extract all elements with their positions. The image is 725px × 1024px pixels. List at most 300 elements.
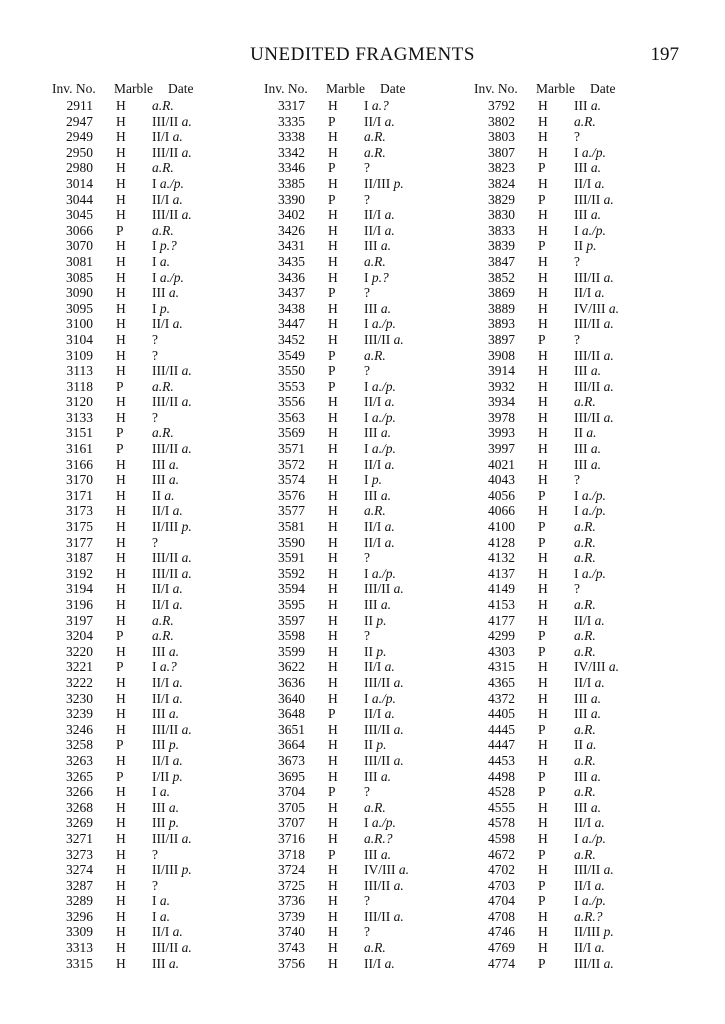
inv-number: 3194	[66, 581, 93, 597]
table-row	[50, 348, 250, 364]
inv-number: 3239	[66, 706, 93, 722]
inv-number: 3577	[278, 503, 305, 519]
date-value: II/I a.	[152, 752, 183, 768]
date-value: ?	[364, 784, 370, 800]
date-value: I a./p.	[364, 815, 396, 831]
table-row	[50, 316, 250, 332]
table-row	[472, 878, 672, 894]
date-value: ?	[152, 347, 158, 363]
table-row	[50, 425, 250, 441]
marble-type: H	[538, 503, 548, 519]
inv-header: Inv. No.	[474, 81, 518, 96]
inv-number: 4100	[488, 519, 515, 535]
date-value: III a.	[574, 160, 601, 176]
inv-number: 3591	[278, 550, 305, 566]
inv-number: 3914	[488, 363, 515, 379]
date-value: I a./p.	[574, 144, 606, 160]
date-value: I a./p.	[364, 316, 396, 332]
date-value: a.R.	[152, 628, 174, 644]
marble-type: H	[328, 300, 338, 316]
date-value: I a./p.	[574, 487, 606, 503]
table-row	[262, 847, 462, 863]
date-value: II/I a.	[364, 519, 395, 535]
inv-number: 3792	[488, 98, 515, 113]
marble-type: H	[538, 269, 548, 285]
table-row	[262, 223, 462, 239]
date-value: II/I a.	[574, 815, 605, 831]
table-row	[472, 270, 672, 286]
inv-number: 3592	[278, 565, 305, 581]
marble-type: H	[328, 565, 338, 581]
inv-number: 3829	[488, 191, 515, 207]
marble-type: P	[116, 222, 124, 238]
inv-number: 4405	[488, 706, 515, 722]
marble-type: H	[116, 799, 126, 815]
table-row	[50, 410, 250, 426]
date-value: II p.	[364, 612, 387, 628]
inv-number: 3705	[278, 799, 305, 815]
inv-number: 3287	[66, 877, 93, 893]
date-value: III/II a.	[152, 113, 192, 129]
table-row	[472, 909, 672, 925]
date-value: II/I a.	[152, 316, 183, 332]
date-value: III a.	[574, 363, 601, 379]
inv-number: 3830	[488, 207, 515, 223]
inv-number: 3268	[66, 799, 93, 815]
date-value: II/I a.	[574, 175, 605, 191]
inv-number: 4132	[488, 550, 515, 566]
date-value: II/I a.	[152, 581, 183, 597]
table-row	[472, 348, 672, 364]
table-row	[262, 207, 462, 223]
marble-type: H	[328, 581, 338, 597]
marble-type: H	[538, 347, 548, 363]
marble-type: H	[116, 706, 126, 722]
marble-type: H	[328, 924, 338, 940]
table-row	[472, 98, 672, 114]
date-value: I a./p.	[574, 503, 606, 519]
date-value: I a.	[152, 253, 170, 269]
table-row	[262, 519, 462, 535]
date-value: a.R.	[574, 846, 596, 862]
table-row	[50, 192, 250, 208]
marble-type: P	[538, 955, 546, 971]
table-row	[472, 332, 672, 348]
date-value: ?	[574, 253, 580, 269]
inv-number: 3085	[66, 269, 93, 285]
inv-number: 3556	[278, 394, 305, 410]
inv-number: 2911	[66, 98, 93, 113]
table-row	[472, 847, 672, 863]
date-value: I p.?	[364, 269, 389, 285]
table-column-1	[50, 80, 250, 971]
inv-number: 4056	[488, 487, 515, 503]
date-value: II/I a.	[574, 877, 605, 893]
inv-number: 3839	[488, 238, 515, 254]
date-value: I a./p.	[364, 690, 396, 706]
marble-type: P	[116, 737, 124, 753]
table-row	[472, 800, 672, 816]
inv-number: 3452	[278, 331, 305, 347]
inv-number: 3161	[66, 441, 93, 457]
marble-type: H	[538, 659, 548, 675]
inv-number: 3595	[278, 597, 305, 612]
date-value: a.R.	[152, 378, 174, 394]
marble-type: H	[116, 565, 126, 581]
inv-number: 4555	[488, 799, 515, 815]
date-value: a.R.	[574, 784, 596, 800]
table-row	[472, 566, 672, 582]
marble-type: P	[116, 425, 124, 441]
marble-type: H	[328, 628, 338, 644]
table-row	[50, 379, 250, 395]
date-value: II/I a.	[152, 924, 183, 940]
date-value: a.R.?	[574, 908, 603, 924]
marble-type: H	[328, 175, 338, 191]
inv-number: 3636	[278, 674, 305, 690]
date-value: ?	[364, 191, 370, 207]
marble-type: P	[116, 768, 124, 784]
table-row	[472, 581, 672, 597]
date-value: II/I a.	[152, 191, 183, 207]
marble-type: P	[116, 628, 124, 644]
date-value: ?	[364, 160, 370, 176]
table-row	[50, 815, 250, 831]
table-row	[50, 581, 250, 597]
marble-type: H	[116, 503, 126, 519]
marble-type: H	[538, 830, 548, 846]
table-row	[50, 878, 250, 894]
table-column-3	[472, 80, 672, 971]
table-row	[262, 332, 462, 348]
marble-type: H	[328, 394, 338, 410]
table-row	[472, 285, 672, 301]
inv-number: 3317	[278, 98, 305, 113]
date-value: a.R.	[574, 550, 596, 566]
table-row	[262, 129, 462, 145]
inv-number: 3220	[66, 643, 93, 659]
date-value: II p.	[364, 737, 387, 753]
table-row	[472, 254, 672, 270]
table-row	[262, 114, 462, 130]
marble-type: H	[116, 113, 126, 129]
marble-type: H	[538, 862, 548, 878]
table-row	[262, 363, 462, 379]
date-value: ?	[574, 129, 580, 145]
date-value: I p.?	[152, 238, 177, 254]
inv-number: 3724	[278, 862, 305, 878]
date-value: III/II a.	[364, 331, 404, 347]
date-value: ?	[152, 534, 158, 550]
marble-type: P	[538, 160, 546, 176]
inv-number: 3170	[66, 472, 93, 488]
marble-type: P	[328, 347, 336, 363]
date-value: II/III p.	[574, 924, 614, 940]
date-value: III p.	[152, 815, 179, 831]
inv-number: 3044	[66, 191, 93, 207]
marble-type: H	[116, 690, 126, 706]
table-row	[262, 753, 462, 769]
inv-number: 4704	[488, 893, 515, 909]
table-row	[50, 893, 250, 909]
date-value: III/II a.	[152, 207, 192, 223]
table-row	[262, 441, 462, 457]
date-value: II a.	[574, 425, 597, 441]
marble-type: P	[328, 784, 336, 800]
marble-type: H	[538, 175, 548, 191]
table-row	[262, 659, 462, 675]
marble-type: H	[328, 862, 338, 878]
date-value: ?	[364, 550, 370, 566]
marble-type: H	[116, 253, 126, 269]
date-value: III/II a.	[152, 441, 192, 457]
marble-type: H	[116, 534, 126, 550]
inv-number: 3550	[278, 363, 305, 379]
date-value: III a.	[364, 768, 391, 784]
table-row	[262, 550, 462, 566]
table-row	[262, 379, 462, 395]
inv-number: 3385	[278, 175, 305, 191]
marble-type: H	[328, 441, 338, 457]
marble-type: H	[116, 908, 126, 924]
inv-number: 4703	[488, 877, 515, 893]
inv-number: 4372	[488, 690, 515, 706]
marble-type: H	[538, 799, 548, 815]
table-row	[50, 160, 250, 176]
marble-type: P	[538, 628, 546, 644]
marble-type: H	[538, 222, 548, 238]
table-row	[50, 909, 250, 925]
date-value: a.R.	[574, 519, 596, 535]
marble-type: H	[116, 394, 126, 410]
table-row	[472, 940, 672, 956]
inv-number: 3997	[488, 441, 515, 457]
inv-number: 4303	[488, 643, 515, 659]
marble-type: H	[116, 784, 126, 800]
inv-number: 3173	[66, 503, 93, 519]
table-row	[472, 956, 672, 972]
marble-type: H	[328, 238, 338, 254]
inv-number: 4128	[488, 534, 515, 550]
marble-type: P	[538, 877, 546, 893]
inv-number: 3651	[278, 721, 305, 737]
inv-number: 3095	[66, 300, 93, 316]
marble-type: P	[538, 768, 546, 784]
date-value: I a./p.	[574, 830, 606, 846]
table-row	[472, 659, 672, 675]
date-value: I a.	[152, 893, 170, 909]
inv-number: 3664	[278, 737, 305, 753]
inv-number: 3315	[66, 955, 93, 971]
table-row	[50, 847, 250, 863]
date-value: ?	[574, 472, 580, 488]
inv-number: 3590	[278, 534, 305, 550]
marble-type: H	[116, 862, 126, 878]
table-row	[472, 831, 672, 847]
table-row	[262, 893, 462, 909]
table-row	[262, 628, 462, 644]
date-value: a.R.	[152, 98, 174, 113]
table-row	[472, 769, 672, 785]
marble-type: H	[116, 612, 126, 628]
inv-number: 4315	[488, 659, 515, 675]
inv-number: 3171	[66, 487, 93, 503]
inv-number: 3576	[278, 487, 305, 503]
table-row	[262, 301, 462, 317]
table-row	[472, 223, 672, 239]
table-row	[472, 628, 672, 644]
date-value: II/I a.	[574, 612, 605, 628]
table-row	[50, 722, 250, 738]
marble-type: H	[116, 363, 126, 379]
date-value: a.R.	[574, 394, 596, 410]
inv-number: 4021	[488, 456, 515, 472]
inv-number: 3704	[278, 784, 305, 800]
date-value: III a.	[364, 597, 391, 612]
table-row	[50, 503, 250, 519]
table-row	[50, 628, 250, 644]
date-value: ?	[574, 581, 580, 597]
marble-type: H	[116, 207, 126, 223]
date-value: III a.	[574, 98, 601, 113]
marble-type: P	[538, 784, 546, 800]
marble-type: H	[538, 581, 548, 597]
inv-number: 3197	[66, 612, 93, 628]
inv-number: 3574	[278, 472, 305, 488]
marble-type: H	[328, 487, 338, 503]
table-row	[472, 207, 672, 223]
marble-type: H	[116, 160, 126, 176]
table-row	[262, 878, 462, 894]
table-row	[472, 691, 672, 707]
date-value: II a.	[152, 487, 175, 503]
date-value: II/I a.	[152, 129, 183, 145]
inv-number: 3847	[488, 253, 515, 269]
inv-number: 4177	[488, 612, 515, 628]
marble-type: H	[328, 690, 338, 706]
date-value: III/II a.	[574, 409, 614, 425]
date-value: III/II a.	[152, 830, 192, 846]
table-row	[262, 956, 462, 972]
date-value: a.R.	[152, 160, 174, 176]
table-row	[50, 753, 250, 769]
table-row	[472, 238, 672, 254]
table-row	[50, 566, 250, 582]
inv-number: 4149	[488, 581, 515, 597]
inv-number: 3435	[278, 253, 305, 269]
inv-number: 3151	[66, 425, 93, 441]
table-row	[262, 581, 462, 597]
inv-number: 3269	[66, 815, 93, 831]
column-header	[262, 80, 462, 97]
table-row	[472, 597, 672, 613]
inv-number: 3447	[278, 316, 305, 332]
date-value: II/I a.	[364, 207, 395, 223]
table-column-2	[262, 80, 462, 971]
date-value: III a.	[574, 706, 601, 722]
inv-number: 3335	[278, 113, 305, 129]
date-value: ?	[152, 846, 158, 862]
marble-type: H	[116, 581, 126, 597]
marble-type: H	[116, 472, 126, 488]
table-row	[50, 956, 250, 972]
table-row	[50, 535, 250, 551]
marble-type: H	[328, 519, 338, 535]
marble-type: H	[116, 347, 126, 363]
page-number: 197	[650, 44, 679, 65]
marble-type: H	[328, 893, 338, 909]
table-row	[50, 924, 250, 940]
marble-type: P	[538, 519, 546, 535]
marble-type: H	[328, 144, 338, 160]
table-row	[262, 488, 462, 504]
inv-number: 3390	[278, 191, 305, 207]
table-row	[262, 238, 462, 254]
date-value: II p.	[574, 238, 597, 254]
date-value: III a.	[152, 799, 179, 815]
table-row	[262, 394, 462, 410]
date-value: III a.	[152, 472, 179, 488]
inv-number: 3263	[66, 752, 93, 768]
inv-number: 3204	[66, 628, 93, 644]
marble-type: P	[538, 331, 546, 347]
date-value: III a.	[574, 768, 601, 784]
date-value: II/I a.	[364, 394, 395, 410]
date-value: III/II a.	[152, 394, 192, 410]
marble-type: H	[538, 674, 548, 690]
table-row	[262, 98, 462, 114]
date-value: I a./p.	[152, 269, 184, 285]
inv-number: 4672	[488, 846, 515, 862]
table-row	[50, 332, 250, 348]
table-row	[262, 924, 462, 940]
table-row	[472, 176, 672, 192]
date-value: ?	[574, 331, 580, 347]
date-value: III/II a.	[152, 363, 192, 379]
table-row	[262, 160, 462, 176]
inv-number: 3313	[66, 940, 93, 956]
table-row	[472, 457, 672, 473]
inv-number: 3230	[66, 690, 93, 706]
date-value: III a.	[152, 955, 179, 971]
date-value: I a.?	[152, 659, 177, 675]
table-row	[262, 940, 462, 956]
inv-number: 3908	[488, 347, 515, 363]
date-header: Date	[380, 81, 406, 96]
inv-number: 3221	[66, 659, 93, 675]
table-row	[262, 691, 462, 707]
inv-number: 3113	[66, 363, 93, 379]
marble-type: H	[538, 129, 548, 145]
date-value: a.R.	[364, 144, 386, 160]
inv-number: 3100	[66, 316, 93, 332]
marble-type: H	[538, 316, 548, 332]
table-row	[472, 425, 672, 441]
marble-type: H	[328, 940, 338, 956]
date-value: III/II a.	[574, 862, 614, 878]
marble-type: H	[328, 752, 338, 768]
table-row	[472, 441, 672, 457]
date-value: ?	[364, 363, 370, 379]
inv-number: 3695	[278, 768, 305, 784]
inv-number: 3166	[66, 456, 93, 472]
marble-type: H	[116, 752, 126, 768]
date-value: a.R.	[574, 534, 596, 550]
marble-type: H	[538, 612, 548, 628]
inv-number: 3716	[278, 830, 305, 846]
marble-type: P	[328, 846, 336, 862]
table-row	[50, 98, 250, 114]
